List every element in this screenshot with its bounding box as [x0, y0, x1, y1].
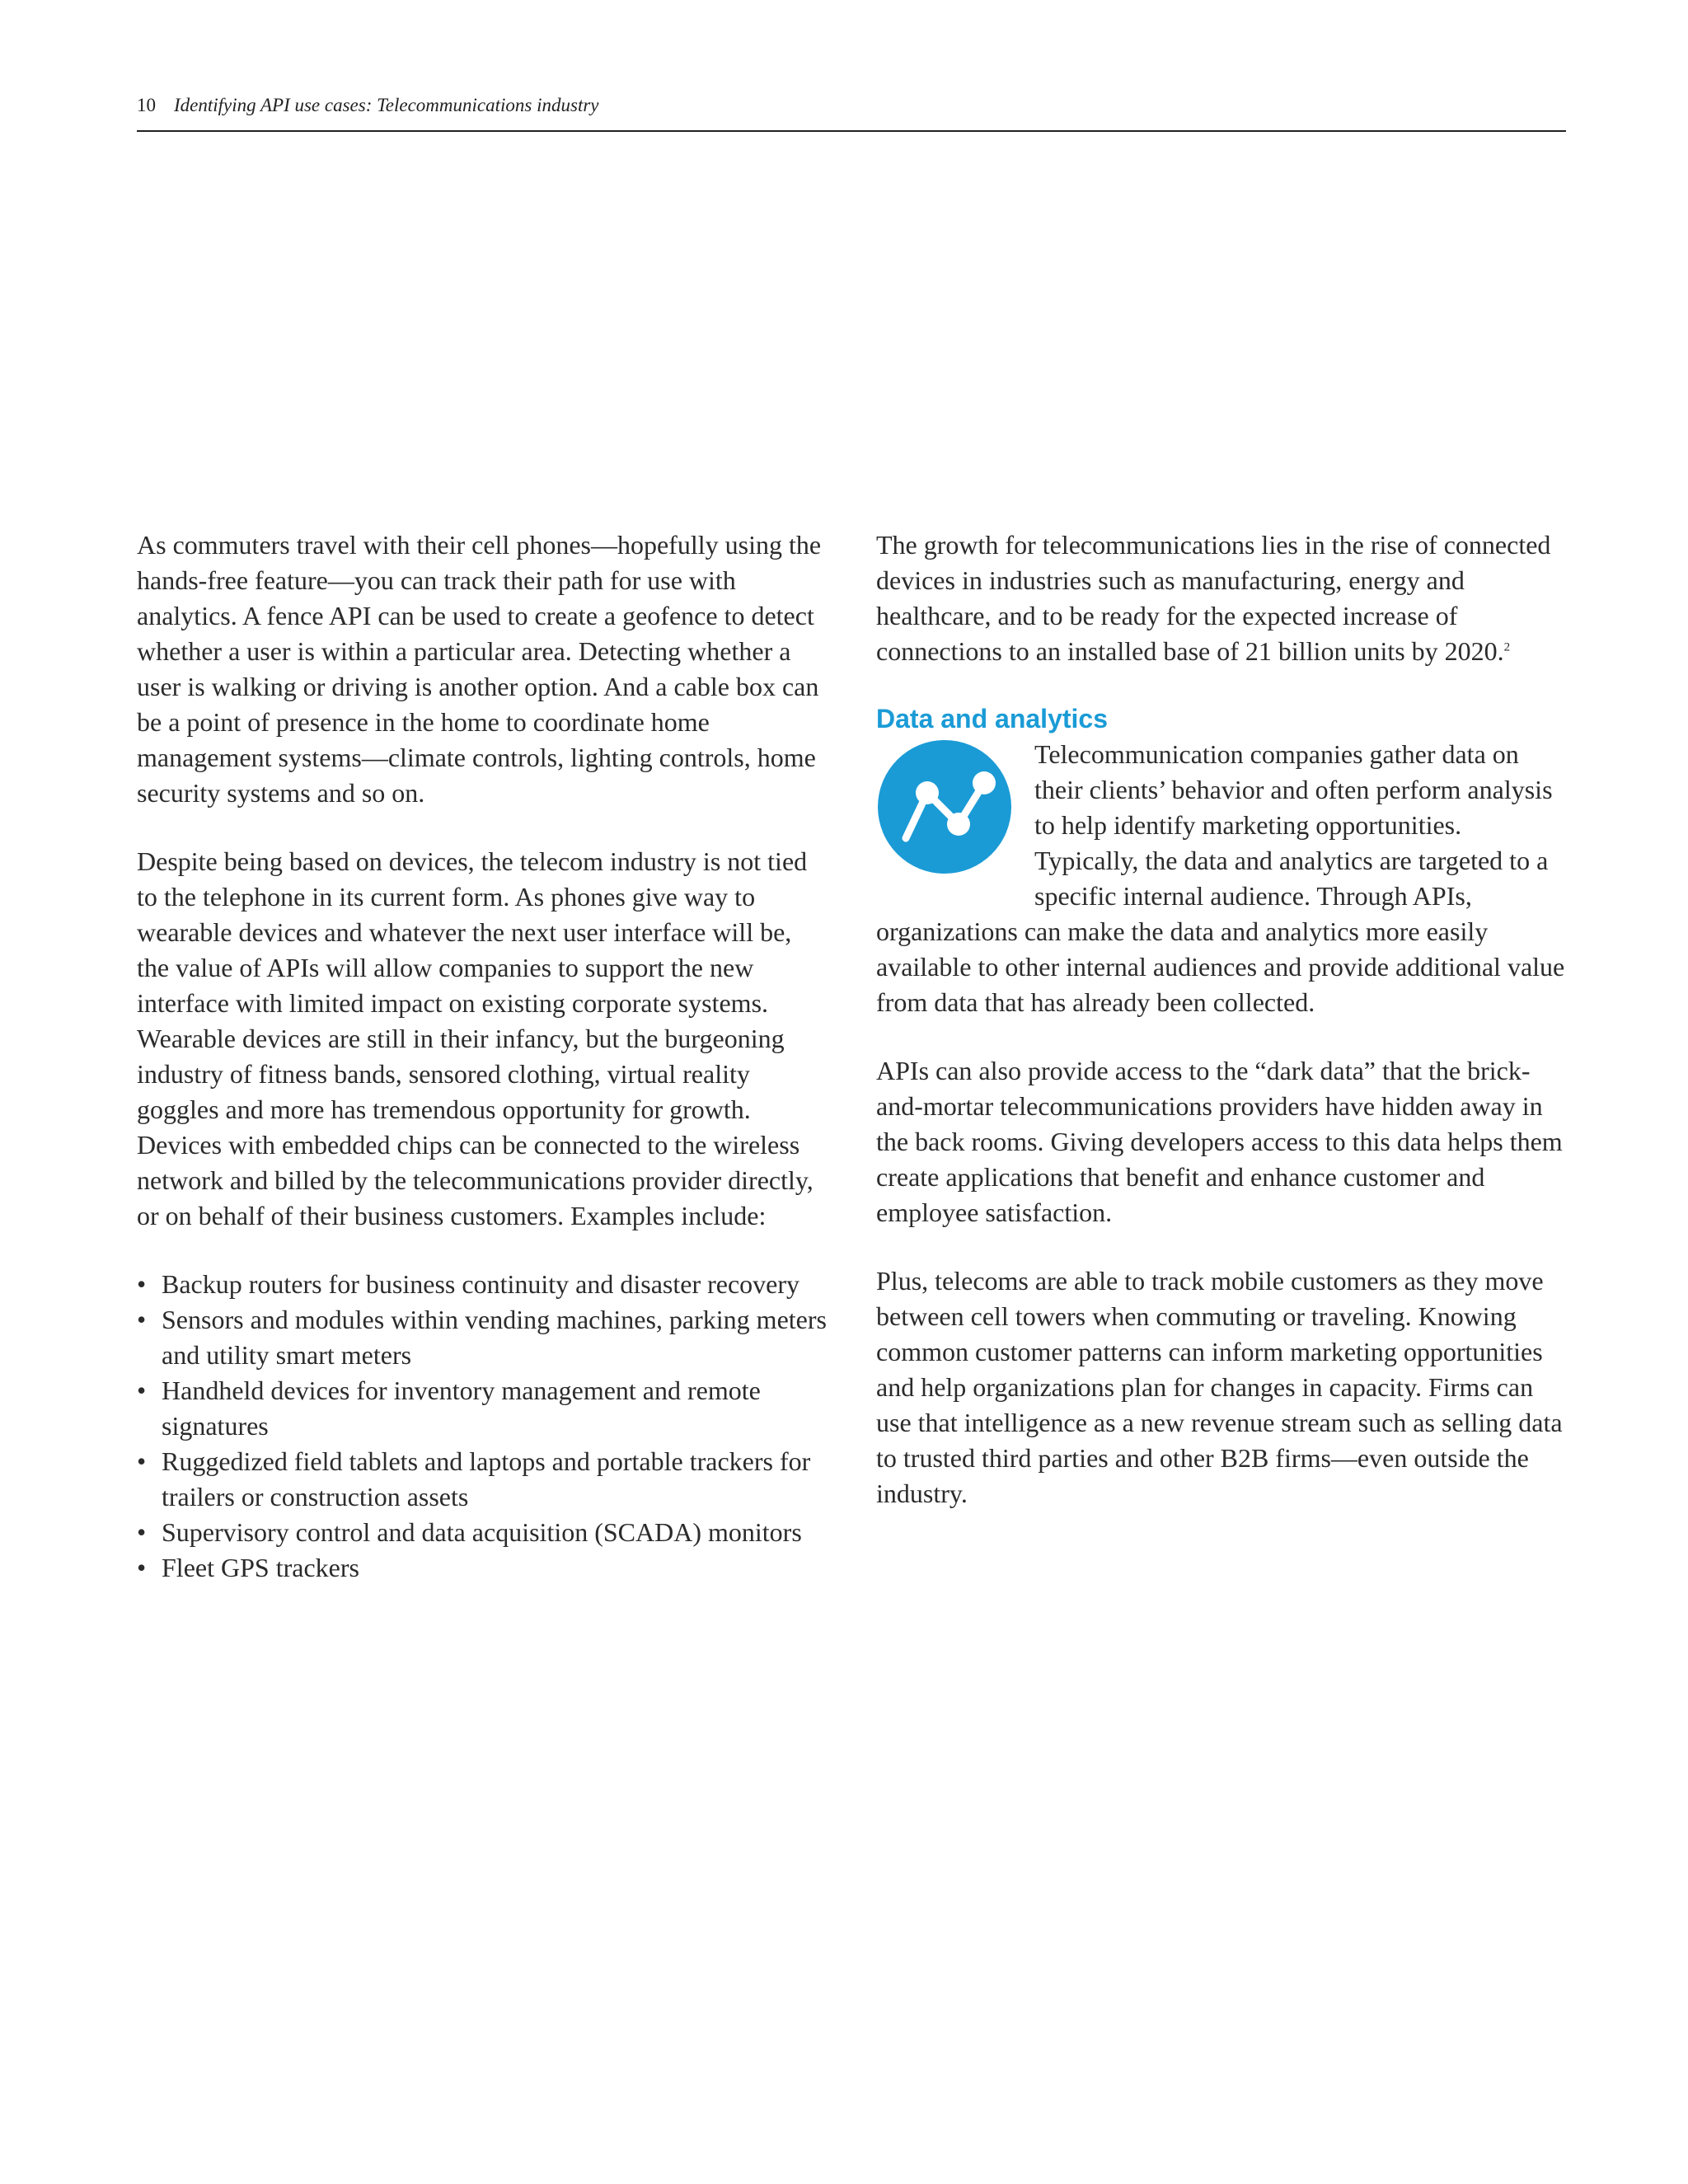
right-column	[876, 527, 1568, 1544]
list-item: • Sensors and modules within vending machines, parking meters and utility smart meters	[137, 1302, 829, 1373]
examples-list	[137, 1267, 829, 1586]
footnote-marker: 2	[1503, 640, 1511, 654]
page-header	[137, 92, 1566, 132]
paragraph	[876, 527, 1568, 669]
section-heading: Data and analytics	[876, 704, 1108, 733]
list-item: • Fleet GPS trackers	[137, 1550, 829, 1586]
line-graph-icon	[876, 738, 1013, 875]
left-column	[137, 527, 829, 1586]
paragraph-text: The growth for telecommunications lies in the rise of connected devices in industries such as manufacturing, energy and healthcare, and to be ready for the expected increase of connections to an installed base of 21 billion units by 2020.	[876, 530, 1551, 666]
paragraph: As commuters travel with their cell phones—hopefully using the hands-free feature—you can track their path for use with analytics. A fence API can be used to create a geofence to detect whether a user is within a particular area. Detecting whether a user is walking or driving is another option. And a cable box can be a point of presence in the home to coordinate home management systems—climate controls, lighting controls, home security systems and so on.	[137, 530, 822, 808]
list-item: • Handheld devices for inventory management and remote signatures	[137, 1373, 829, 1444]
page-number: 10	[137, 95, 156, 115]
paragraph: APIs can also provide access to the “dark data” that the brick-and-mortar telecommunications providers have hidden away in the back rooms. Giving developers access to this data helps them create applications that benefit and enhance customer and employee satisfaction.	[876, 1056, 1563, 1227]
paragraph: Despite being based on devices, the telecom industry is not tied to the telephone in its current form. As phones give way to wearable devices and whatever the next user interface will be, the value of APIs will allow companies to support the new interface with limited impact on existing corporate systems. Wearable devices are still in their infancy, but the burgeoning industry of fitness bands, sensored clothing, virtual reality goggles and more has tremendous opportunity for growth. Devices with embedded chips can be connected to the wireless network and billed by the telecommunications provider directly, or on behalf of their business customers. Examples include:	[137, 846, 814, 1230]
paragraph: Telecommunication companies gather data on their clients’ behavior and often perform analysis to help identify marketing opportunities. Typically, the data and analytics are targeted to a specific internal audience. Through APIs, organizations can make the data and analytics more easily available to other internal audiences and provide additional value from data that has already been collected.	[876, 739, 1565, 1017]
paragraph: Plus, telecoms are able to track mobile customers as they move between cell towers when commuting or traveling. Knowing common customer patterns can inform marketing opportunities and help organizations plan for changes in capacity. Firms can use that intelligence as a new revenue stream such as selling data to trusted third parties and other B2B firms—even outside the industry.	[876, 1266, 1563, 1508]
list-item: • Backup routers for business continuity and disaster recovery	[137, 1267, 829, 1302]
list-item: • Ruggedized field tablets and laptops and portable trackers for trailers or construction assets	[137, 1444, 829, 1515]
running-title: Identifying API use cases: Telecommunications industry	[174, 95, 599, 115]
list-item: • Supervisory control and data acquisition (SCADA) monitors	[137, 1515, 829, 1550]
